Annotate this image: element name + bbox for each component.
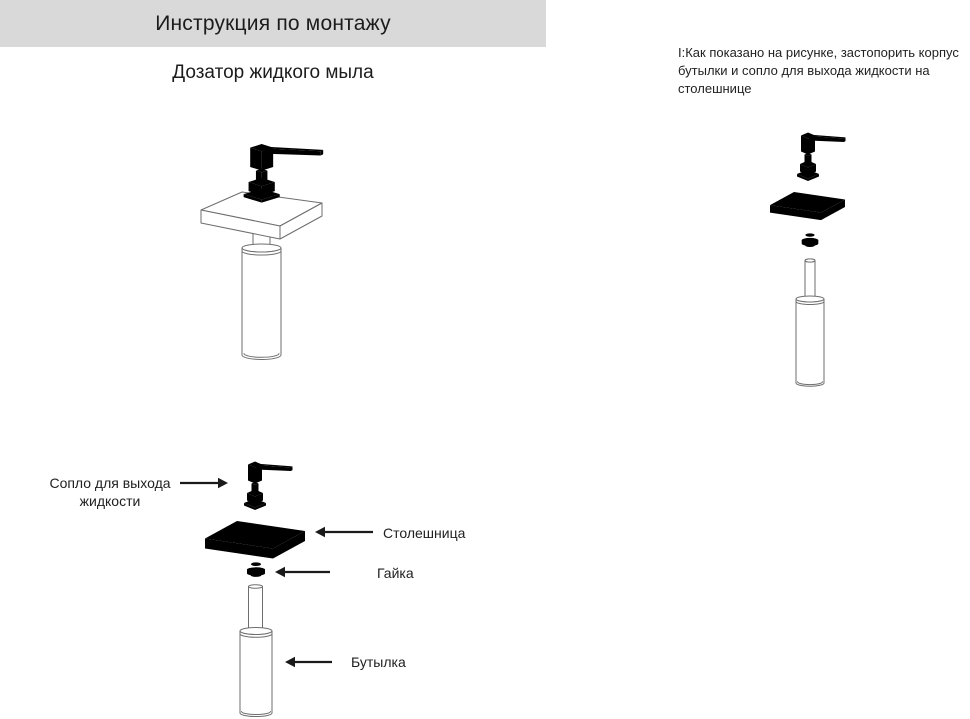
bottle-arrow-icon [285,656,332,668]
exploded-dispenser-drawing-labeled [195,455,325,719]
nozzle-arrow-icon [180,477,228,489]
mounting-nut [802,233,819,247]
countertop-arrow-icon [315,526,373,538]
pump-head [244,462,293,511]
exploded-dispenser-drawing-right [755,127,855,389]
pump-head [797,133,846,182]
nozzle-label-line1: Сопло для выхода [49,475,171,491]
countertop-plate [770,192,845,220]
pump-head [244,144,324,203]
instruction-text [678,44,970,98]
suction-tube [805,259,815,300]
bottle [242,244,281,359]
suction-tube [249,585,263,632]
bottle-label: Бутылка [351,654,406,670]
bottle [796,296,824,386]
instruction-line: столешнице [678,81,752,96]
instruction-line: I:Как показано на рисунке, застопорить корпус [678,45,959,60]
nozzle-label [38,474,182,510]
countertop-label: Столешница [383,525,466,541]
bottle [240,628,272,717]
page-title: Инструкция по монтажу [155,11,391,35]
countertop-plate [205,521,305,559]
instruction-line: бутылки и сопло для выхода жидкости на [678,63,930,78]
nut-label: Гайка [377,565,414,581]
header-band [0,0,546,47]
assembled-dispenser-drawing [190,128,355,363]
nozzle-label-line2: жидкости [79,493,141,509]
mounting-nut [247,562,265,577]
page-subtitle: Дозатор жидкого мыла [172,62,374,83]
nut-arrow-icon [275,566,330,578]
